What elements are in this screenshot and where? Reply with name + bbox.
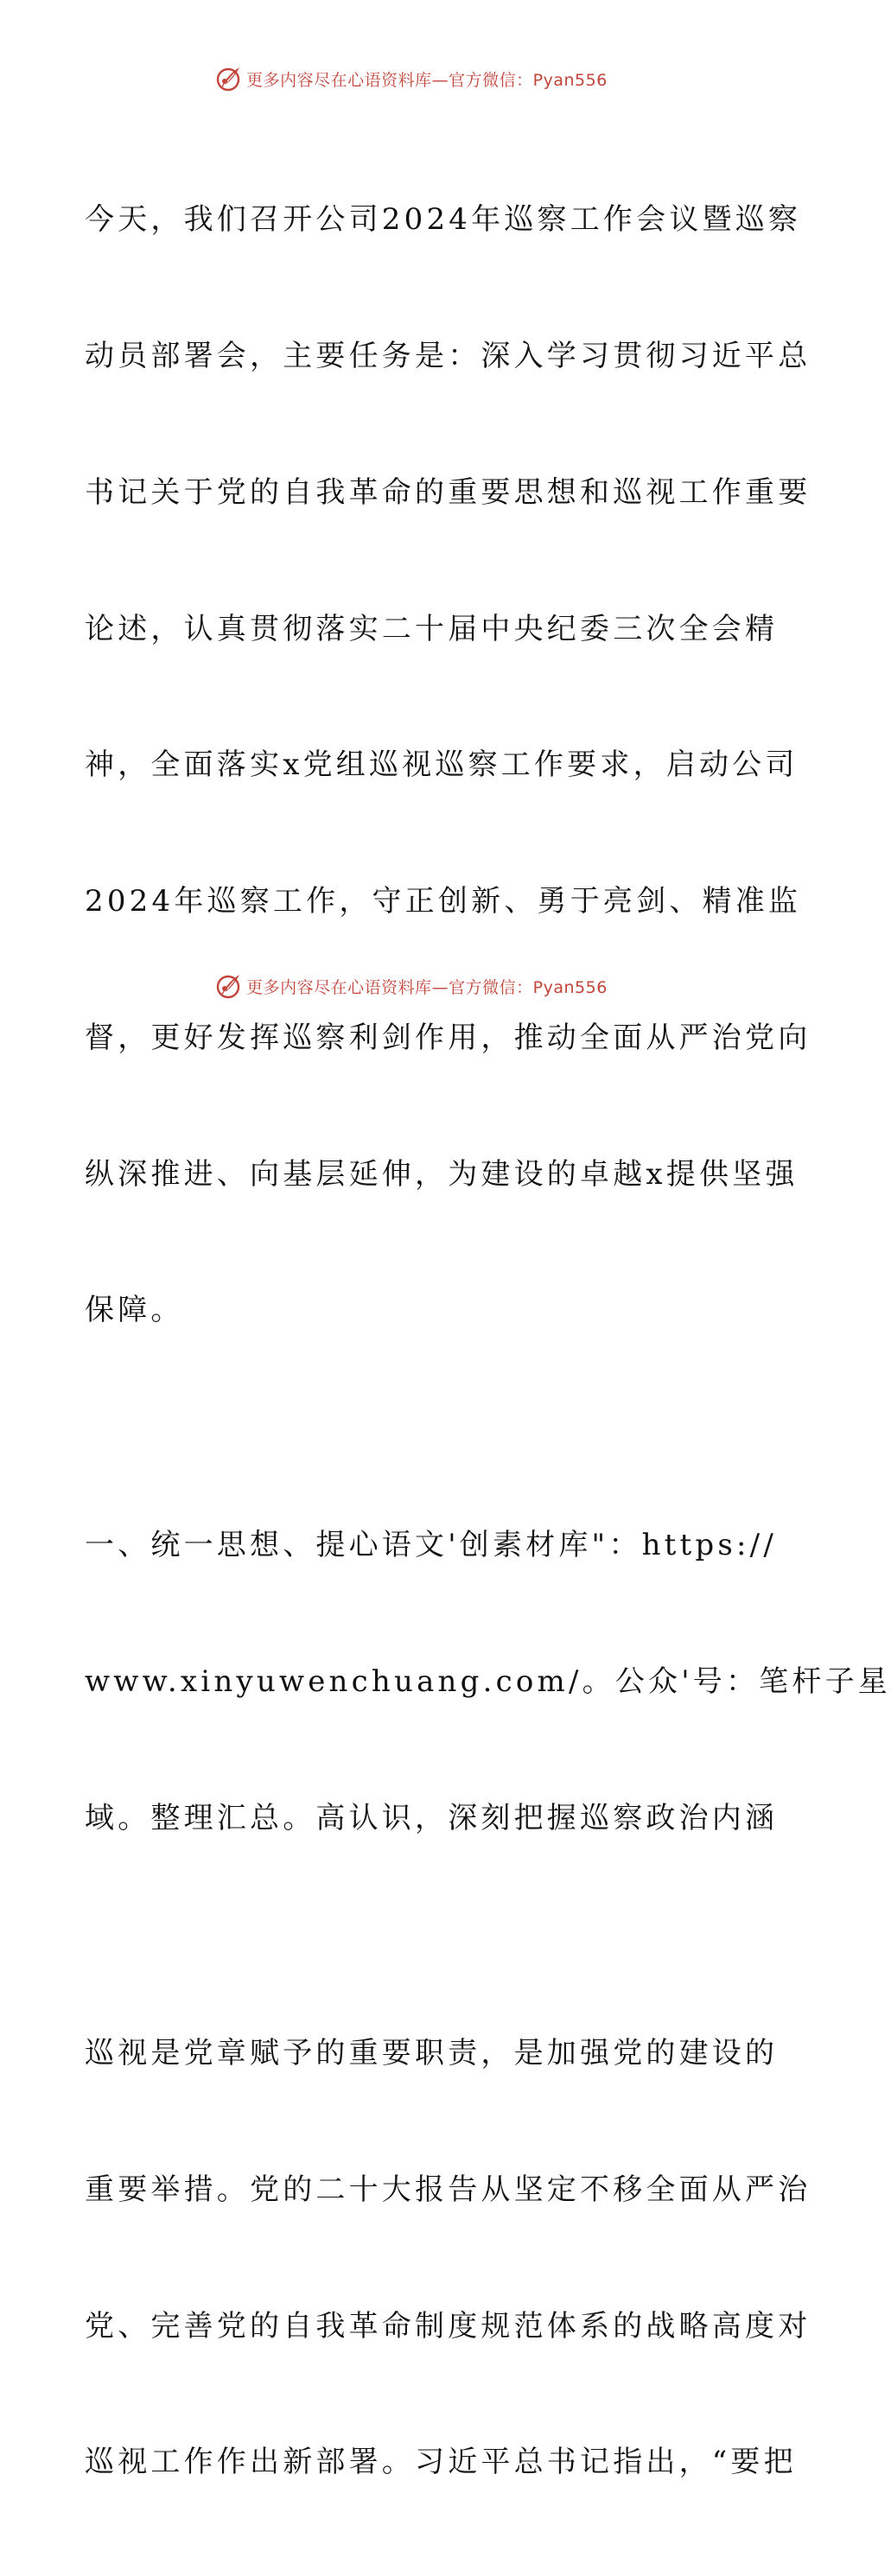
text-line: 纵深推进、向基层延伸，为建设的卓越x提供坚强 xyxy=(85,1156,799,1192)
text-line: 巡视工作作出新部署。习近平总书记指出，“要把 xyxy=(85,2445,797,2480)
text-line: 党、完善党的自我革命制度规范体系的战略高度对 xyxy=(85,2308,811,2344)
feather-pen-logo-icon xyxy=(213,971,243,1001)
text-line: 神，全面落实x党组巡视巡察工作要求，启动公司 xyxy=(85,747,799,783)
footer-banner-text: 更多内容尽在心语资料库—官方微信：Pyan556 xyxy=(246,977,608,997)
text-line: 域。整理汇总。高认识，深刻把握巡察政治内涵 xyxy=(85,1800,779,1835)
paragraph-intro xyxy=(85,106,811,1424)
text-line: 巡视是党章赋予的重要职责，是加强党的建设的 xyxy=(85,2035,779,2070)
text-line: www.xinyuwenchuang.com/。公众'号：笔杆子星 xyxy=(85,1664,891,1700)
footer-banner xyxy=(0,969,821,1003)
paragraph-body xyxy=(85,1940,811,2576)
text-line: 重要举措。党的二十大报告从坚定不移全面从严治 xyxy=(85,2172,811,2207)
header-banner-text: 更多内容尽在心语资料库—官方微信：Pyan556 xyxy=(246,70,608,90)
document-body xyxy=(85,106,891,2576)
text-line: 今天，我们召开公司2024年巡察工作会议暨巡察 xyxy=(85,202,802,238)
text-line: 一、统一思想、提心语文'创素材库"：https:// xyxy=(85,1528,777,1563)
paragraph-section-heading xyxy=(85,1432,891,1932)
text-line: 动员部署会，主要任务是：深入学习贯彻习近平总 xyxy=(85,338,811,373)
text-line: 论述，认真贯彻落实二十届中央纪委三次全会精 xyxy=(85,611,779,646)
text-line: 书记关于党的自我革命的重要思想和巡视工作重要 xyxy=(85,474,811,510)
text-line: 督，更好发挥巡察利剑作用，推动全面从严治党向 xyxy=(85,1020,811,1055)
header-banner xyxy=(0,61,821,96)
text-line: 保障。 xyxy=(85,1293,184,1328)
feather-pen-logo-icon xyxy=(213,64,243,93)
text-line: 2024年巡察工作，守正创新、勇于亮剑、精准监 xyxy=(85,884,802,919)
